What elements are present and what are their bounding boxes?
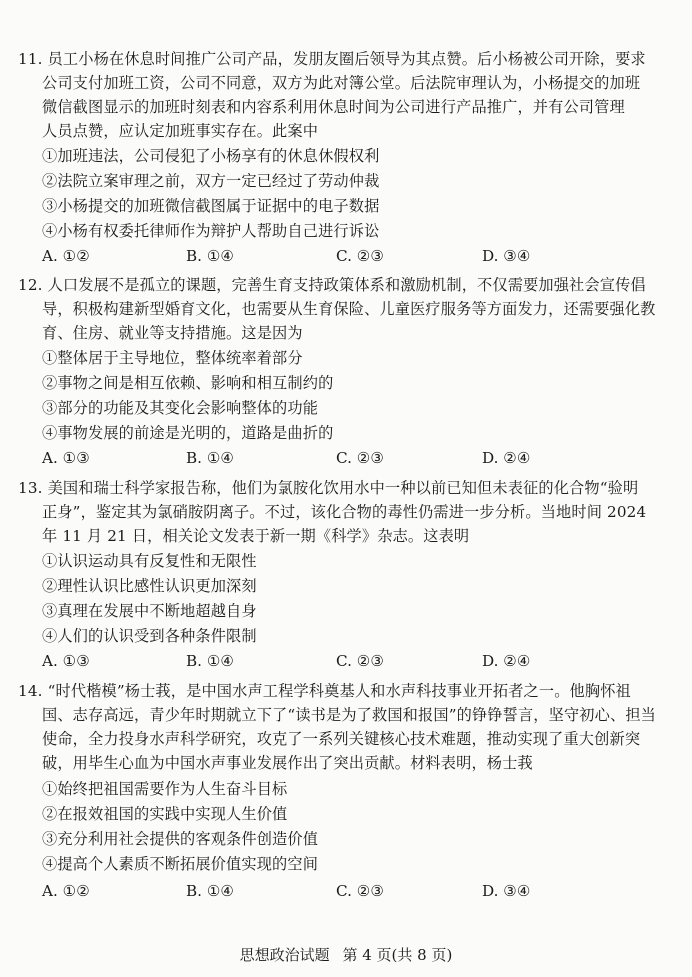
statement-option: ④事物发展的前途是光明的，道路是曲折的 [42,424,334,442]
question-stem-line: 破，用毕生心血为中国水声事业发展作出了突出贡献。材料表明，杨士莪 [42,754,533,772]
question-stem-line: 微信截图显示的加班时刻表和内容系利用休息时间为公司进行产品推广，并有公司管理 [42,98,625,116]
question-stem-line: 导，积极构建新型婚育文化，也需要从生育保险、儿童医疗服务等方面发力，还需要强化教 [42,300,656,318]
question-stem-line: 12. 人口发展不是孤立的课题，完善生育支持政策体系和激励机制，不仅需要加强社会宣传倡 [18,276,646,294]
choice-c[interactable]: C. ②③ [336,652,384,670]
question-stem-line: 年 11 月 21 日，相关论文发表于新一期《科学》杂志。这表明 [42,527,470,545]
choice-b[interactable]: B. ①④ [186,449,235,467]
answer-choices [42,880,662,902]
question-stem-line: 11. 员工小杨在休息时间推广公司产品，发朋友圈后领导为其点赞。后小杨被公司开除，要求 [18,50,646,68]
statement-option: ②在报效祖国的实践中实现人生价值 [42,805,288,823]
statement-option: ①始终把祖国需要作为人生奋斗目标 [42,780,288,798]
choice-d[interactable]: D. ②④ [482,449,531,467]
statement-option: ④提高个人素质不断拓展价值实现的空间 [42,855,319,873]
footer-subject: 思想政治试题 [239,946,330,964]
statement-option: ③部分的功能及其变化会影响整体的功能 [42,399,319,417]
statement-option: ①加班违法，公司侵犯了小杨享有的休息休假权利 [42,147,380,165]
question-stem-line: 公司支付加班工资，公司不同意，双方为此对簿公堂。后法院审理认为，小杨提交的加班 [42,74,641,92]
choice-b[interactable]: B. ①④ [186,652,235,670]
choice-b[interactable]: B. ①④ [186,247,235,265]
choice-d[interactable]: D. ③④ [482,247,531,265]
question-stem-line: 人员点赞，应认定加班事实存在。此案中 [42,122,319,140]
choice-d[interactable]: D. ③④ [482,882,531,900]
answer-choices [42,245,662,267]
page-footer [0,944,692,966]
choice-a[interactable]: A. ①③ [42,652,90,670]
question-stem-line: 使命，全力投身水声科学研究，攻克了一系列关键核心技术难题，推动实现了重大创新突 [42,730,641,748]
choice-a[interactable]: A. ①③ [42,449,90,467]
choice-c[interactable]: C. ②③ [336,449,384,467]
statement-option: ②法院立案审理之前，双方一定已经过了劳动仲裁 [42,172,380,190]
statement-option: ②事物之间是相互依赖、影响和相互制约的 [42,374,334,392]
choice-b[interactable]: B. ①④ [186,882,235,900]
answer-choices [42,447,662,469]
question-stem-line: 国、志存高远，青少年时期就立下了“读书是为了救国和报国”的铮铮誓言，坚守初心、担当 [42,706,656,724]
answer-choices [42,650,662,672]
statement-option: ④小杨有权委托律师作为辩护人帮助自己进行诉讼 [42,222,380,240]
statement-option: ①认识运动具有反复性和无限性 [42,552,257,570]
statement-option: ④人们的认识受到各种条件限制 [42,627,257,645]
statement-option: ③充分利用社会提供的客观条件创造价值 [42,830,319,848]
question-stem-line: 14. “时代楷模”杨士莪，是中国水声工程学科奠基人和水声科技事业开拓者之一。他胸怀祖 [18,682,631,700]
statement-option: ③真理在发展中不断地超越自身 [42,602,257,620]
question-stem-line: 育、住房、就业等支持措施。这是因为 [42,324,303,342]
footer-page-number: 第 4 页(共 8 页) [342,946,453,964]
statement-option: ②理性认识比感性认识更加深刻 [42,577,257,595]
choice-c[interactable]: C. ②③ [336,882,384,900]
question-stem-line: 13. 美国和瑞士科学家报告称，他们为氯胺化饮用水中一种以前已知但未表征的化合物“验明 [18,479,639,497]
choice-a[interactable]: A. ①② [42,882,90,900]
choice-d[interactable]: D. ②④ [482,652,531,670]
choice-a[interactable]: A. ①② [42,247,90,265]
choice-c[interactable]: C. ②③ [336,247,384,265]
statement-option: ③小杨提交的加班微信截图属于证据中的电子数据 [42,197,380,215]
question-stem-line: 正身”，鉴定其为氯硝胺阴离子。不过，该化合物的毒性仍需进一步分析。当地时间 2024 [42,503,647,521]
statement-option: ①整体居于主导地位，整体统率着部分 [42,349,303,367]
